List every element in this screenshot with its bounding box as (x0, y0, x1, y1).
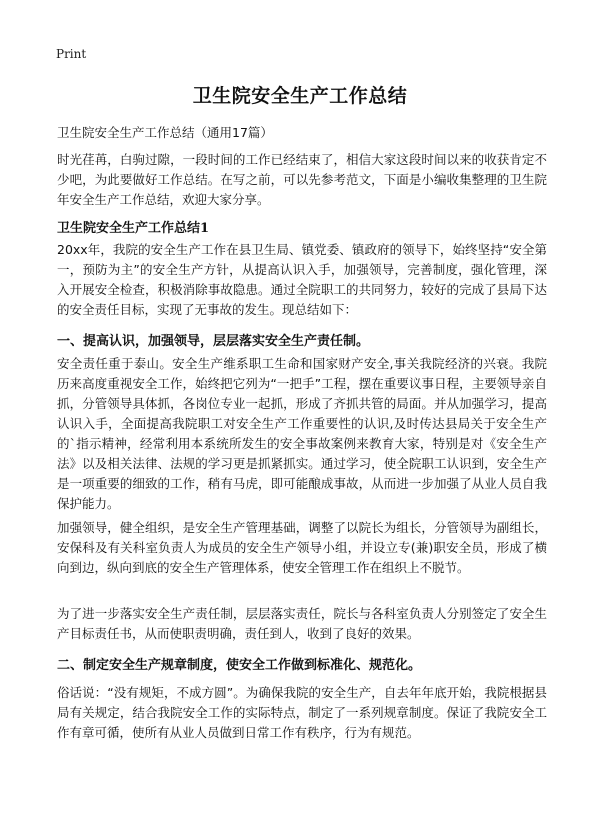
paragraph-5: 俗话说：“没有规矩，不成方圆”。为确保我院的安全生产，自去年年底开始，我院根据县局有关规定，结合我院安全工作的实际特点，制定了一系列规章制度。保证了我院安全工作有章可循，使所有从业人员做到日常工作有秩序，行为有规范。 (57, 685, 547, 740)
intro-paragraph: 时光荏苒，白驹过隙，一段时间的工作已经结束了，相信大家这段时间以来的收获肯定不少吧，为此要做好工作总结。在写之前，可以先参考范文，下面是小编收集整理的卫生院年安全生产工作总结，欢迎大家分享。 (57, 152, 547, 207)
paragraph-1: 20xx年，我院的安全生产工作在县卫生局、镇党委、镇政府的领导下，始终坚持“安全第一，预防为主”的安全生产方针，从提高认识入手，加强领导，完善制度，强化管理，深入开展安全检查，积极消除事故隐患。通过全院职工的共同努力，较好的完成了县局下达的安全责任目标，实现了无事故的发生。现总结如下： (57, 242, 547, 317)
heading-2: 二、制定安全生产规章制度，使安全工作做到标准化、规范化。 (57, 658, 422, 673)
paragraph-2: 安全责任重于泰山。安全生产维系职工生命和国家财产安全,事关我院经济的兴衰。我院历来高度重视安全工作，始终把它列为“一把手”工程，摆在重要议事日程，主要领导亲自抓，分管领导具体抓，各岗位专业一起抓，形成了齐抓共管的局面。并从加强学习，提高认识入手，全面提高我院职工对安全生产工作重要性的认识,及时传达县局关于安全生产的`指示精神，经常利用本系统所发生的安全事故案例来教育大家，特别是对《安全生产法》以及相关法律、法规的学习更是抓紧抓实。通过学习，使全院职工认识到，安全生产是一项重要的细致的工作，稍有马虎，即可能酿成事故，从而进一步加强了从业人员自我保护能力。 (57, 356, 547, 511)
document-title: 卫生院安全生产工作总结 (192, 85, 408, 107)
paragraph-3: 加强领导，健全组织，是安全生产管理基础，调整了以院长为组长，分管领导为副组长，安保科及有关科室负责人为成员的安全生产领导小组，并设立专(兼)职安全员，形成了横向到边，纵向到底的安全生产管理体系，使安全管理工作在组织上不脱节。 (57, 520, 547, 575)
heading-1: 一、提高认识，加强领导，层层落实安全生产责任制。 (57, 334, 370, 349)
section-title: 卫生院安全生产工作总结1 (57, 221, 210, 236)
print-label: Print (56, 47, 87, 61)
document-subtitle: 卫生院安全生产工作总结（通用17篇） (57, 125, 273, 140)
paragraph-4: 为了进一步落实安全生产责任制，层层落实责任，院长与各科室负责人分别签定了安全生产目标责任书，从而使职责明确，责任到人，收到了良好的效果。 (57, 606, 547, 641)
